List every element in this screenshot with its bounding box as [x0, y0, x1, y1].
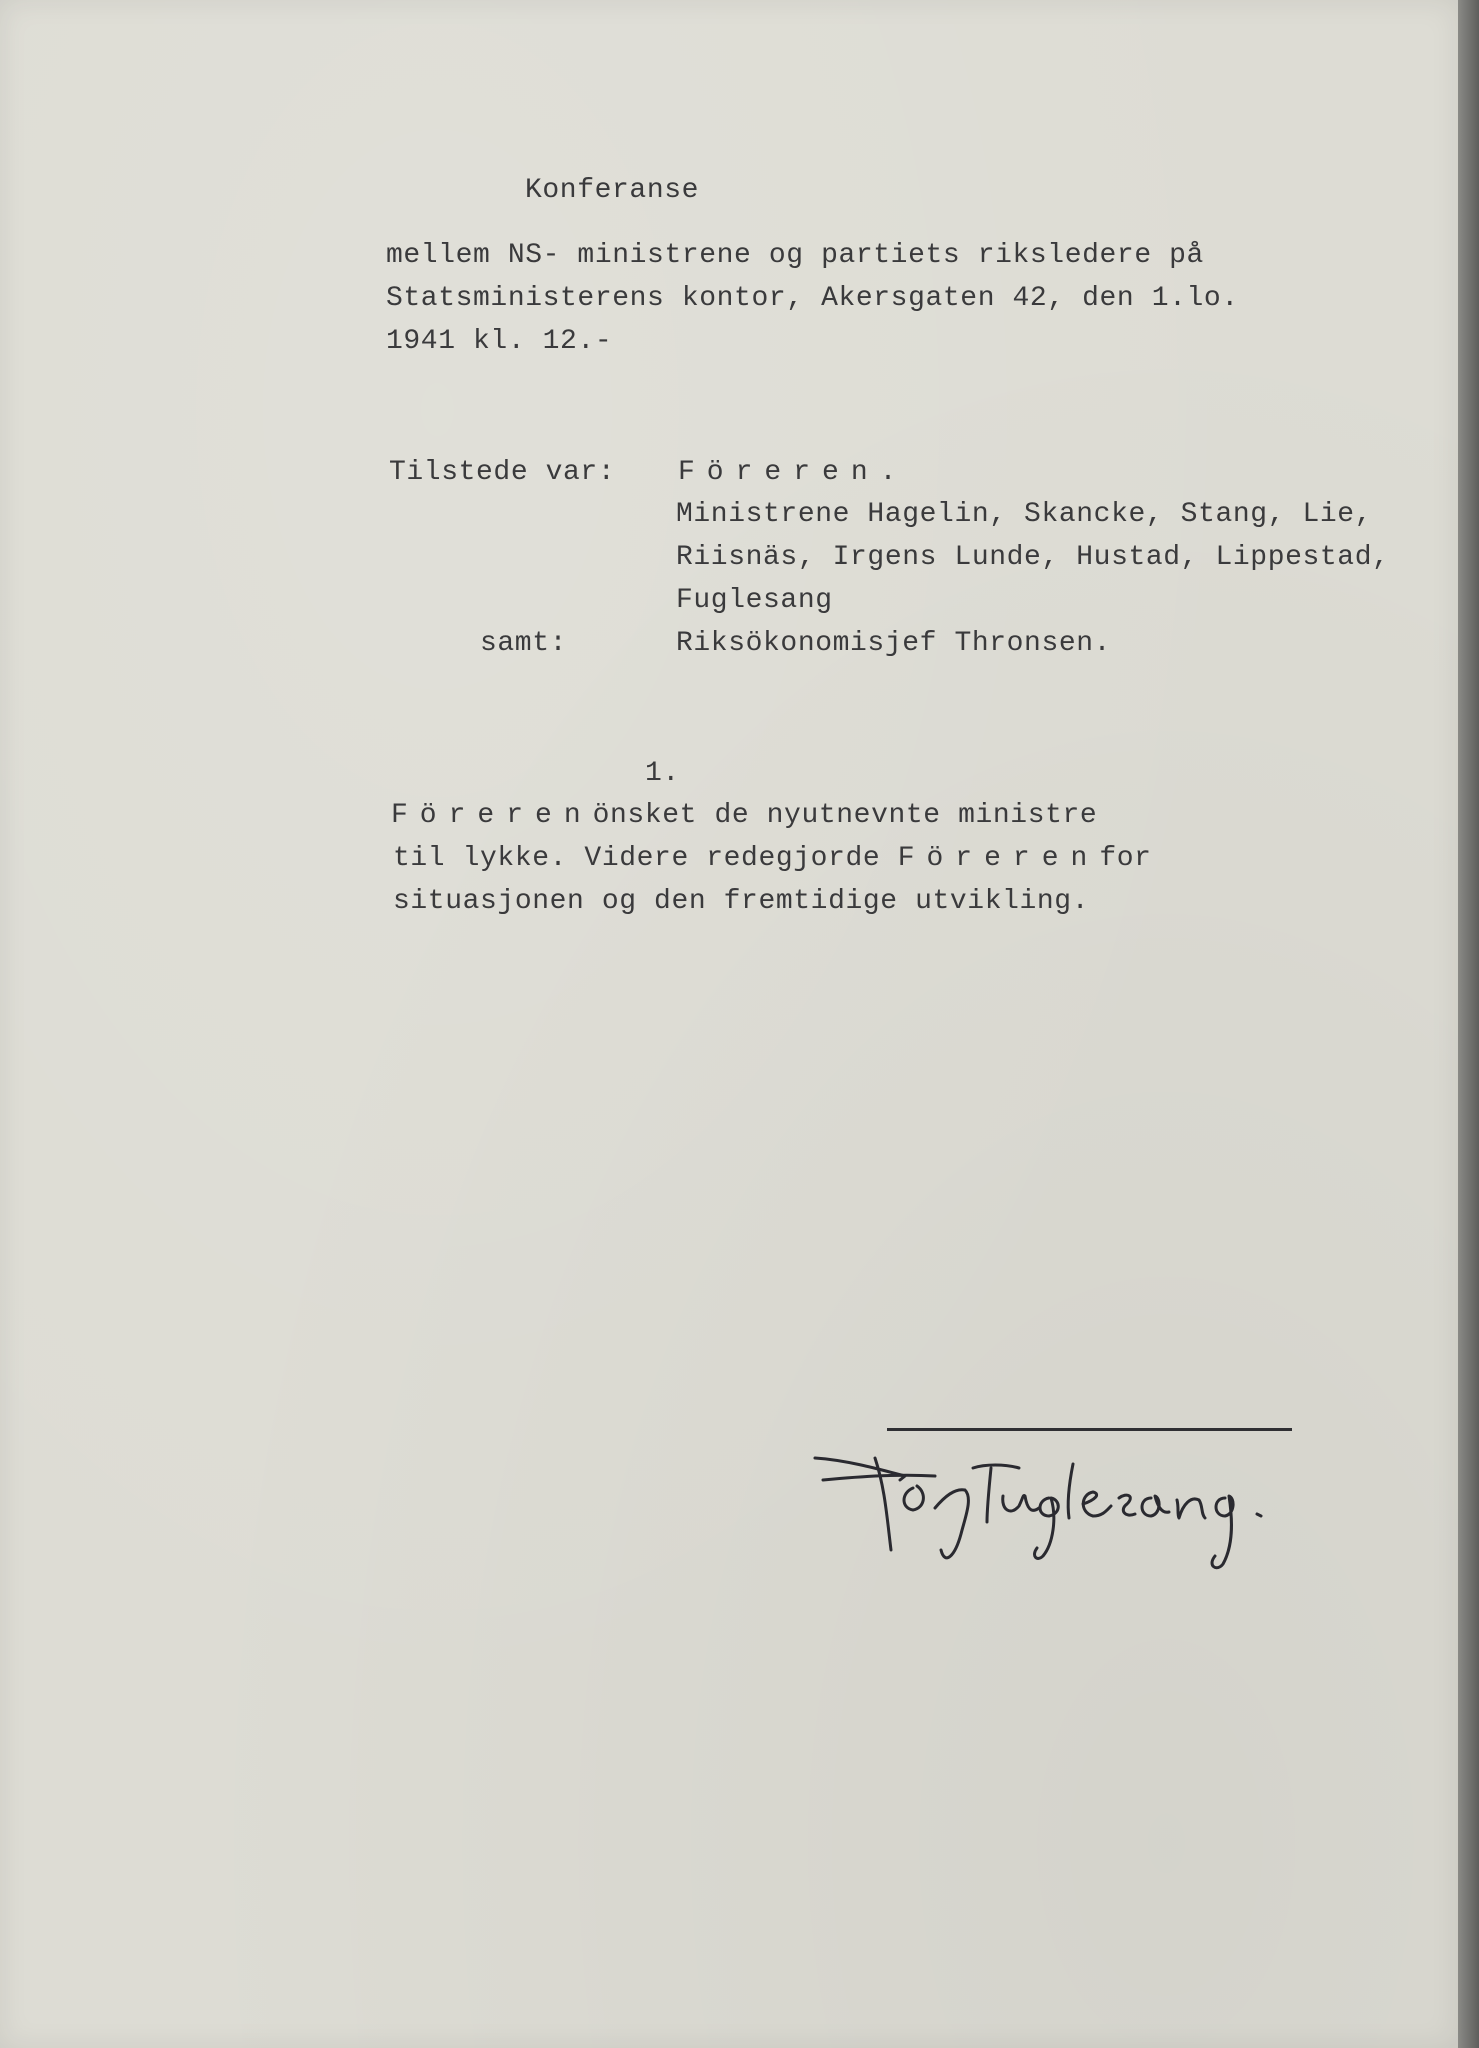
section-line-2-spaced: Föreren: [897, 843, 1100, 874]
section-line-1-rest: önsket de nyutnevnte ministre: [592, 800, 1098, 831]
attendance-fuhrer: Föreren.: [678, 457, 909, 488]
section-line-3: situasjonen og den fremtidige utvikling.: [393, 886, 1090, 917]
document-title: Konferanse: [525, 175, 700, 206]
attendance-ministers-line-2: Riisnäs, Irgens Lunde, Hustad, Lippestad,: [676, 542, 1390, 573]
attendance-label: Tilstede var:: [389, 457, 616, 488]
section-line-2: [393, 845, 1152, 873]
intro-line-1: mellem NS- ministrene og partiets riksledere på: [386, 240, 1204, 271]
intro-line-3: 1941 kl. 12.-: [386, 326, 613, 357]
attendance-also-value: Riksökonomisjef Thronsen.: [676, 628, 1112, 659]
intro-line-2: Statsministerens kontor, Akersgaten 42, den 1.lo.: [386, 283, 1239, 314]
attendance-also-label: samt:: [480, 628, 568, 659]
attendance-ministers-line-3: Fuglesang: [676, 585, 833, 616]
section-line-1: [391, 802, 1097, 830]
attendance-ministers-line-1: Ministrene Hagelin, Skancke, Stang, Lie,: [676, 499, 1373, 530]
section-number: 1.: [645, 758, 680, 789]
scan-edge: [1458, 0, 1479, 2048]
section-line-1-spaced: Föreren: [391, 800, 593, 831]
section-line-2-start: til lykke. Videre redegjorde: [393, 843, 881, 874]
handwritten-signature: [805, 1438, 1295, 1578]
section-line-2-end: for: [1099, 843, 1152, 874]
signature-line: [887, 1428, 1292, 1431]
